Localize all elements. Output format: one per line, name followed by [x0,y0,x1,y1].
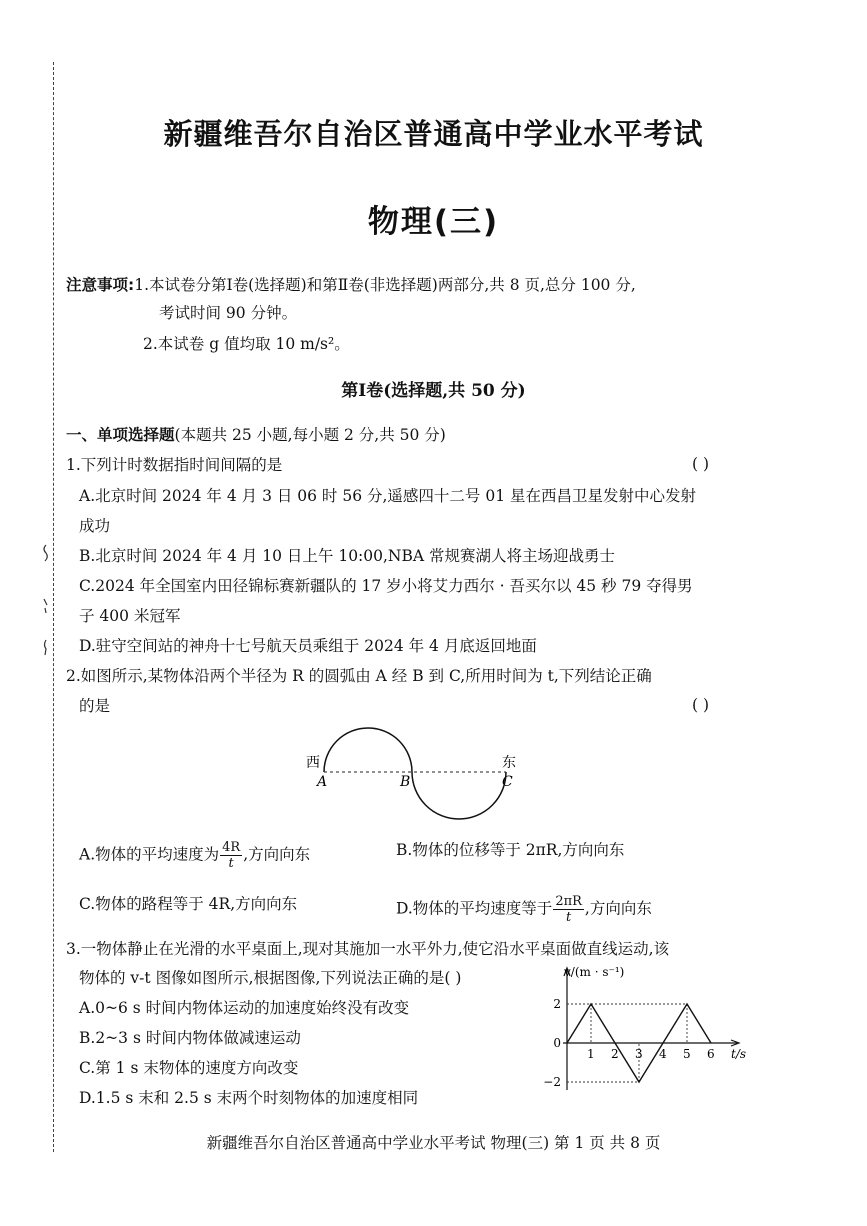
part-label: 一、单项选择题 [66,426,175,444]
x-tick-label: 4 [659,1047,667,1061]
q2-option-d-direction: ,方向向东 [584,899,652,918]
q1-option-b: B.北京时间 2024 年 4 月 10 日上午 10:00,NBA 常规赛湖人将主场迎战勇士 [79,547,616,565]
label-point-b: B [400,774,411,790]
part-heading [66,425,446,445]
exam-title: 新疆维吾尔自治区普通高中学业水平考试 [163,117,704,151]
q3-option-d: D.1.5 s 末和 2.5 s 末两个时刻物体的加速度相同 [79,1089,419,1107]
fraction-numerator: 2πR [555,894,582,909]
label-west: 西 [306,755,320,771]
chart-labels [543,965,746,1089]
y-tick-label: −2 [543,1075,561,1089]
q1-option-c: C.2024 年全国室内田径锦标赛新疆队的 17 岁小将艾力西尔 · 吾买尔以 45 秒 79 夺得男 [79,577,693,595]
y-axis-label: v/(m · s⁻¹) [564,965,625,979]
q1-option-d: D.驻守空间站的神舟十七号航天员乘组于 2024 年 4 月底返回地面 [79,637,537,655]
q1-answer-paren: ( ) [692,455,710,473]
notes-label: 注意事项: [66,276,135,294]
fraction-denominator: t [566,910,572,925]
q2-stem: 2.如图所示,某物体沿两个半径为 R 的圆弧由 A 经 B 到 C,所用时间为 t,下列结论正确 [66,667,652,685]
x-tick-label: 3 [635,1047,643,1061]
lower-arc [412,772,506,819]
vt-graph [540,962,760,1092]
q2-option-d-text: D.物体的平均速度等于 [396,899,553,918]
section-title: 第Ⅰ卷(选择题,共 50 分) [341,381,526,401]
q2-option-a-text: A.物体的平均速度为 [79,845,220,864]
notes-item-1: 1.本试卷分第Ⅰ卷(选择题)和第Ⅱ卷(非选择题)两部分,共 8 页,总分 100 分, [134,276,636,294]
label-point-c: C [502,774,513,790]
q2-option-a-fraction [220,840,242,871]
page-footer: 新疆维吾尔自治区普通高中学业水平考试 物理(三) 第 1 页 共 8 页 [206,1134,661,1152]
q2-option-d [396,894,652,925]
q1-option-a-cont: 成功 [79,517,111,535]
margin-mark [40,638,50,658]
q2-option-c: C.物体的路程等于 4R,方向向东 [79,895,298,913]
q1-option-a: A.北京时间 2024 年 4 月 3 日 06 时 56 分,遥感四十二号 01 星在西昌卫星发射中心发射 [79,487,697,505]
margin-mark [40,596,50,616]
margin-mark [40,543,50,563]
label-point-a: A [317,774,328,790]
q2-option-a [79,840,310,871]
q3-option-a: A.0~6 s 时间内物体运动的加速度始终没有改变 [79,999,410,1017]
label-east: 东 [502,755,516,771]
q2-option-b: B.物体的位移等于 2πR,方向向东 [396,841,625,859]
notes-item-2: 2.本试卷 g 值均取 10 m/s²。 [143,335,350,353]
x-tick-label: 5 [683,1047,691,1061]
arc-path-figure [300,720,530,830]
q1-option-c-cont: 子 400 米冠军 [79,607,181,625]
notes-line-1 [66,275,636,295]
exam-subtitle: 物理(三) [367,204,500,240]
fraction-denominator: t [228,856,234,871]
q3-option-b: B.2~3 s 时间内物体做减速运动 [79,1029,301,1047]
fraction-numerator: 4R [222,840,241,855]
x-tick-label: 2 [611,1047,619,1061]
q2-answer-paren: ( ) [692,696,710,714]
y-tick-label: 2 [553,997,561,1011]
x-axis-label: t/s [731,1047,747,1061]
part-desc: (本题共 25 小题,每小题 2 分,共 50 分) [174,426,446,444]
x-tick-label: 6 [707,1047,715,1061]
y-tick-label: 0 [553,1036,561,1050]
chart-axes [563,968,739,1090]
x-tick-label: 1 [587,1047,595,1061]
q3-stem: 3.一物体静止在光滑的水平桌面上,现对其施加一水平外力,使它沿水平桌面做直线运动,该 [66,940,670,958]
q2-stem-cont: 的是 [79,697,111,715]
q3-stem-cont: 物体的 v-t 图像如图所示,根据图像,下列说法正确的是( ) [79,969,462,987]
upper-arc [324,728,412,772]
q1-stem: 1.下列计时数据指时间间隔的是 [66,456,283,474]
q2-option-d-fraction [553,894,584,925]
q3-option-c: C.第 1 s 末物体的速度方向改变 [79,1059,299,1077]
q2-option-a-direction: ,方向向东 [243,845,311,864]
notes-item-1-cont: 考试时间 90 分钟。 [159,304,298,322]
